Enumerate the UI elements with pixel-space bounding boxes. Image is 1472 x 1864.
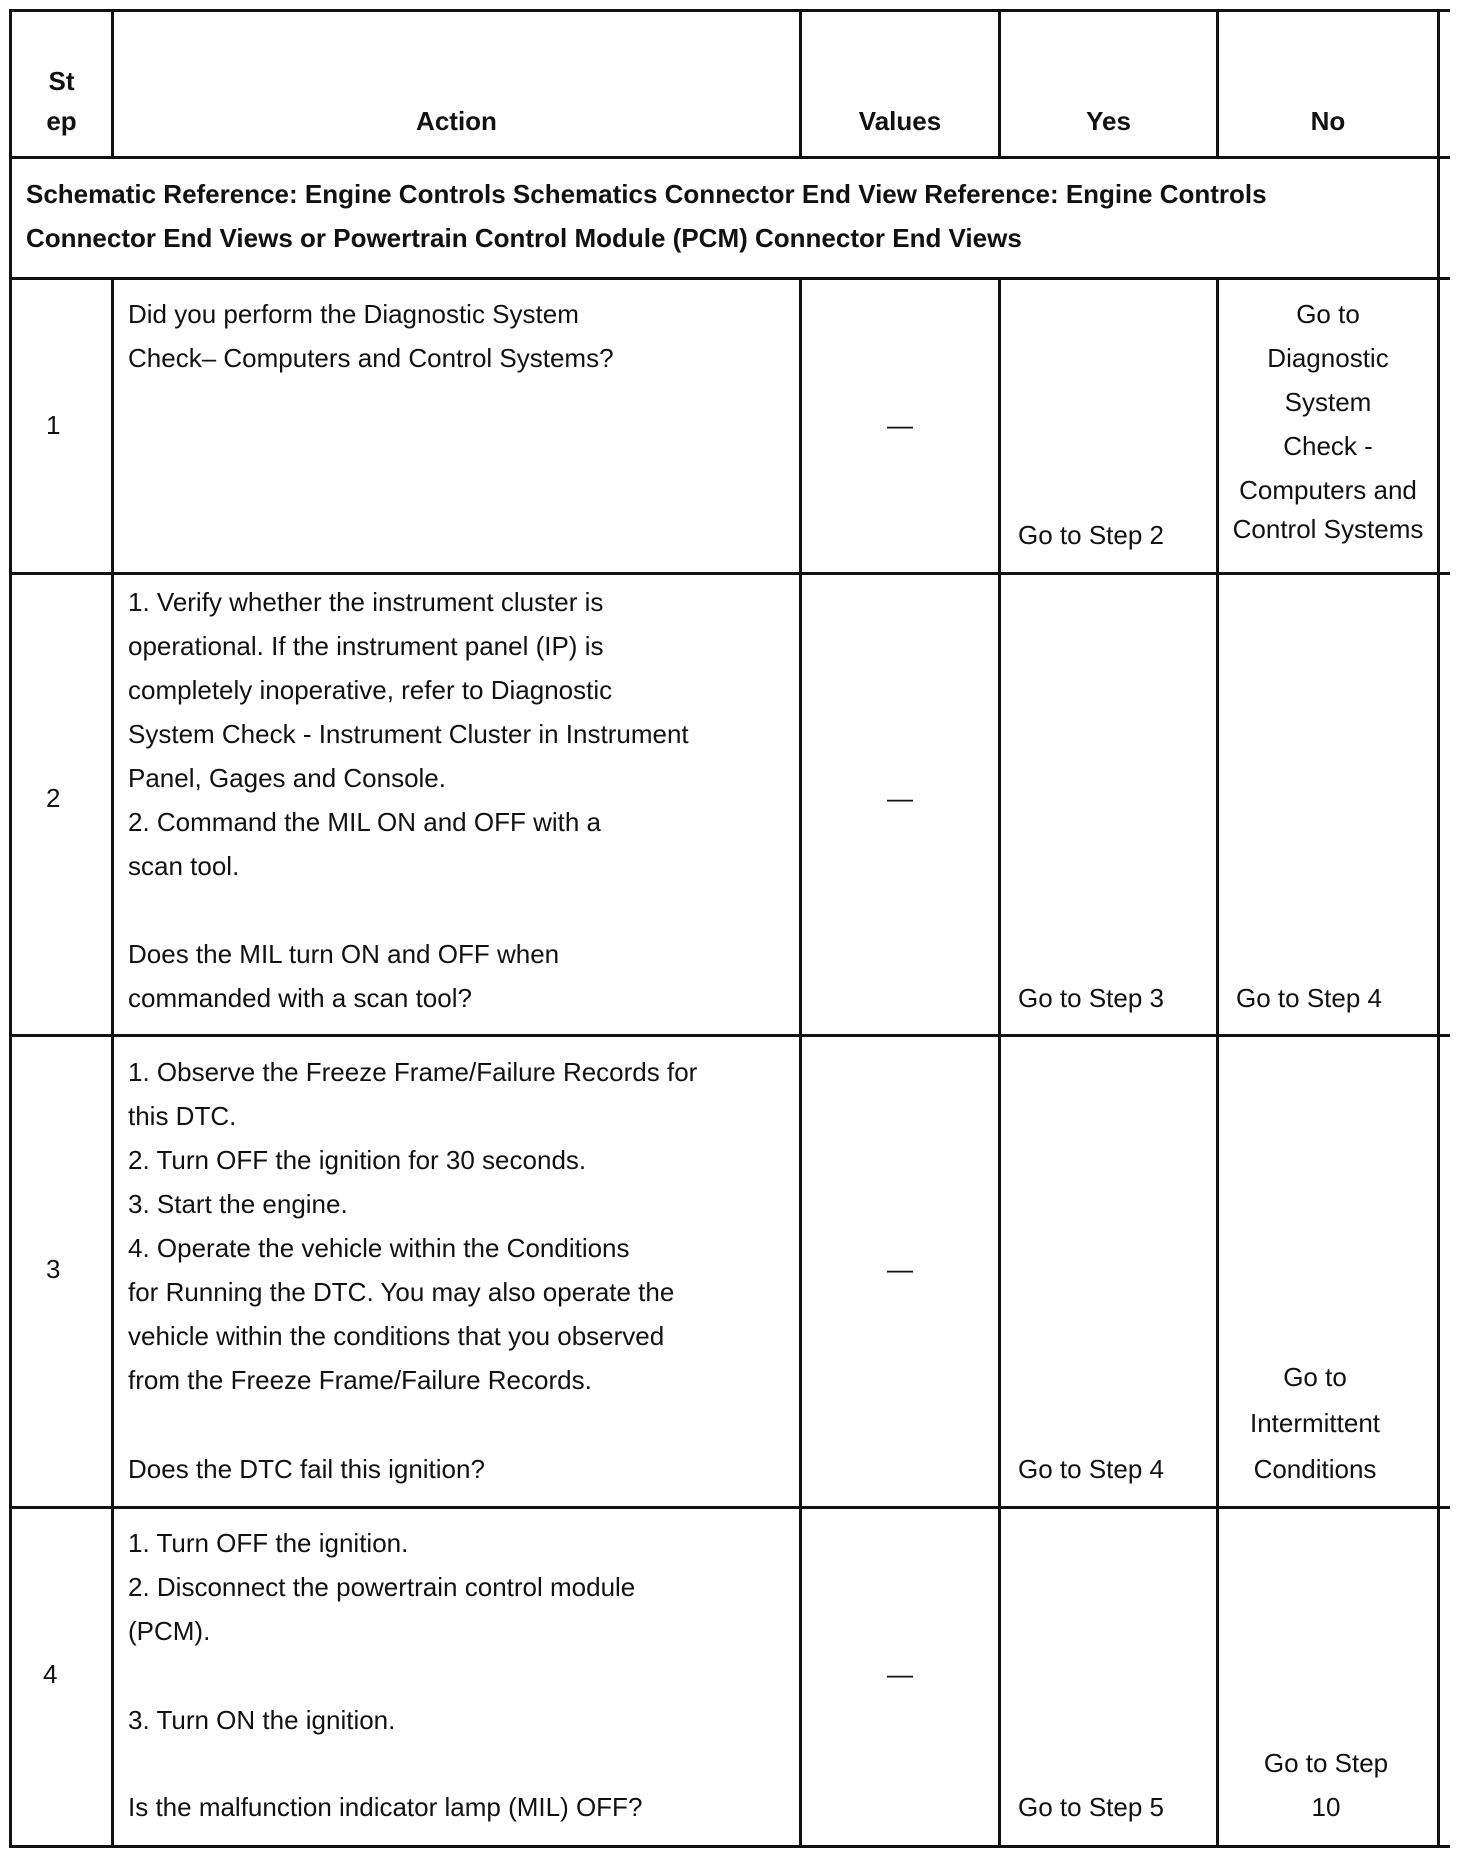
no-link[interactable]: 10: [1311, 1792, 1341, 1822]
col-divider-values: [998, 277, 1001, 1848]
row-1-divider: [9, 572, 1450, 575]
no-link[interactable]: Go to Step 4: [1236, 983, 1382, 1013]
yes-link[interactable]: Go to Step 2: [1018, 520, 1164, 550]
schematic-reference: Schematic Reference: Engine Controls Schematics Connector End View Reference: Engine Controls: [26, 179, 1267, 209]
no-link[interactable]: Go to: [1283, 1362, 1347, 1392]
action-text: 2. Command the MIL ON and OFF with a: [128, 807, 601, 837]
yes-link[interactable]: Go to Step 3: [1018, 983, 1164, 1013]
no-link[interactable]: Computers and: [1239, 475, 1417, 505]
action-text: for Running the DTC. You may also operate the: [128, 1277, 675, 1307]
col-divider-step: [111, 277, 114, 1848]
action-text: 4. Operate the vehicle within the Conditions: [128, 1233, 630, 1263]
header-no: No: [1310, 106, 1346, 136]
action-text: from the Freeze Frame/Failure Records.: [128, 1365, 592, 1395]
action-text: Check– Computers and Control Systems?: [128, 343, 614, 373]
action-question: commanded with a scan tool?: [128, 983, 472, 1013]
action-text: scan tool.: [128, 851, 240, 881]
action-text: vehicle within the conditions that you observed: [128, 1321, 665, 1351]
action-text: Panel, Gages and Console.: [128, 763, 446, 793]
action-question: Is the malfunction indicator lamp (MIL) OFF?: [128, 1792, 643, 1822]
values-dash: —: [887, 783, 913, 813]
no-link[interactable]: Go to Step: [1263, 1748, 1389, 1778]
row-3-divider: [9, 1506, 1450, 1509]
action-text: 1. Observe the Freeze Frame/Failure Records for: [128, 1057, 698, 1087]
values-dash: —: [887, 1254, 913, 1284]
no-link[interactable]: Diagnostic: [1267, 343, 1389, 373]
header-values: Values: [858, 106, 942, 136]
action-question: Does the DTC fail this ignition?: [128, 1454, 485, 1484]
no-link[interactable]: Conditions: [1253, 1454, 1377, 1484]
action-text: Did you perform the Diagnostic System: [128, 299, 579, 329]
row-2-divider: [9, 1034, 1450, 1037]
action-text: 3. Turn ON the ignition.: [128, 1705, 396, 1735]
action-text: 1. Turn OFF the ignition.: [128, 1528, 409, 1558]
table-border-right: [1437, 9, 1440, 1848]
yes-link[interactable]: Go to Step 4: [1018, 1454, 1164, 1484]
step-number: 2: [46, 783, 61, 813]
action-text: 1. Verify whether the instrument cluster is: [128, 587, 604, 617]
schematic-reference: Connector End Views or Powertrain Control Module (PCM) Connector End Views: [26, 223, 1022, 253]
header-step-line-1: St: [48, 66, 75, 96]
table-border-bottom: [9, 1845, 1450, 1848]
step-number: 1: [46, 410, 61, 440]
action-text: completely inoperative, refer to Diagnostic: [128, 675, 613, 705]
table-border-left: [9, 9, 12, 1848]
action-text: operational. If the instrument panel (IP) is: [128, 631, 604, 661]
col-divider-action: [799, 277, 802, 1848]
no-link[interactable]: Intermittent: [1249, 1408, 1381, 1438]
action-text: 2. Turn OFF the ignition for 30 seconds.: [128, 1145, 587, 1175]
step-number: 3: [46, 1254, 61, 1284]
action-text: this DTC.: [128, 1101, 237, 1131]
reference-divider: [9, 277, 1450, 280]
yes-link[interactable]: Go to Step 5: [1018, 1792, 1164, 1822]
no-link[interactable]: System: [1284, 387, 1372, 417]
header-step-line-2: ep: [46, 106, 77, 136]
table-border-top: [9, 9, 1450, 12]
header-action: Action: [416, 106, 497, 136]
header-yes: Yes: [1086, 106, 1131, 136]
action-text: (PCM).: [128, 1616, 211, 1646]
action-text: System Check - Instrument Cluster in Instrument: [128, 719, 689, 749]
values-dash: —: [887, 1659, 913, 1689]
header-divider: [9, 156, 1450, 159]
no-link[interactable]: Control Systems: [1232, 514, 1424, 544]
values-dash: —: [887, 410, 913, 440]
step-number: 4: [43, 1659, 58, 1689]
action-text: 3. Start the engine.: [128, 1189, 348, 1219]
no-link[interactable]: Check -: [1283, 431, 1373, 461]
no-link[interactable]: Go to: [1296, 299, 1360, 329]
action-question: Does the MIL turn ON and OFF when: [128, 939, 560, 969]
action-text: 2. Disconnect the powertrain control module: [128, 1572, 636, 1602]
